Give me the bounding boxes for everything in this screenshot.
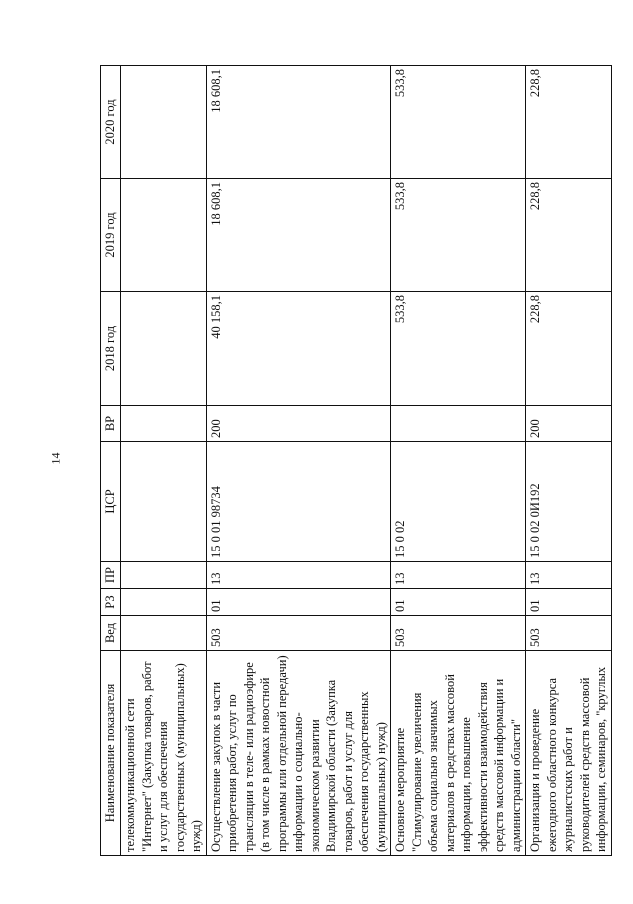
cell-pr: 13 (206, 562, 391, 589)
cell-csr (121, 442, 207, 562)
header-ved: Вед (101, 616, 121, 651)
cell-pr (121, 562, 207, 589)
cell-name: телекоммуникационной сети "Интернет" (Закупка товаров, работ и услуг для обеспечения государственных (муниципальных) нужд) (121, 651, 207, 856)
table-row (526, 66, 612, 856)
cell-rz (121, 589, 207, 616)
cell-rz: 01 (206, 589, 391, 616)
table-header-row (101, 66, 121, 856)
cell-vr (391, 406, 526, 442)
cell-2020: 228,8 (526, 66, 612, 179)
cell-pr: 13 (391, 562, 526, 589)
cell-2020 (121, 66, 207, 179)
table-row (206, 66, 391, 856)
cell-2018: 228,8 (526, 292, 612, 406)
cell-2020: 18 608,1 (206, 66, 391, 179)
header-2018: 2018 год (101, 292, 121, 406)
cell-ved: 503 (391, 616, 526, 651)
header-2019: 2019 год (101, 179, 121, 292)
cell-name: Основное мероприятие "Стимулирование увеличения объема социально значимых материалов в средствах массовой информации, повышение эффективности взаимодействия средств массовой информации и администрации области" (391, 651, 526, 856)
cell-2019 (121, 179, 207, 292)
cell-2019: 18 608,1 (206, 179, 391, 292)
cell-csr: 15 0 02 0И192 (526, 442, 612, 562)
budget-table (100, 65, 612, 856)
header-rz: РЗ (101, 589, 121, 616)
cell-2018: 533,8 (391, 292, 526, 406)
header-2020: 2020 год (101, 66, 121, 179)
cell-2018 (121, 292, 207, 406)
cell-2018: 40 158,1 (206, 292, 391, 406)
cell-ved (121, 616, 207, 651)
cell-ved: 503 (526, 616, 612, 651)
page-number: 14 (48, 452, 63, 465)
budget-table-container (100, 66, 614, 856)
cell-ved: 503 (206, 616, 391, 651)
cell-name: Осуществление закупок в части приобретения работ, услуг по трансляции в теле- или радиоэфире (в том числе в рамках новостной программы или отдельной передачи) информации о социально-экономическом развитии Владимирской области (Закупка товаров, работ и услуг для обеспечения государственных (муниципальных) нужд) (206, 651, 391, 856)
cell-2019: 228,8 (526, 179, 612, 292)
table-row (121, 66, 207, 856)
cell-vr: 200 (206, 406, 391, 442)
cell-rz: 01 (391, 589, 526, 616)
cell-2019: 533,8 (391, 179, 526, 292)
header-vr: ВР (101, 406, 121, 442)
cell-vr (121, 406, 207, 442)
header-csr: ЦСР (101, 442, 121, 562)
cell-2020: 533,8 (391, 66, 526, 179)
cell-rz: 01 (526, 589, 612, 616)
cell-vr: 200 (526, 406, 612, 442)
table-row (391, 66, 526, 856)
cell-name: Организация и проведение ежегодного областного конкурса журналистских работ и руководителей средств массовой информации, семинаров, "круглых (526, 651, 612, 856)
header-name: Наименование показателя (101, 651, 121, 856)
header-pr: ПР (101, 562, 121, 589)
cell-pr: 13 (526, 562, 612, 589)
cell-csr: 15 0 02 (391, 442, 526, 562)
cell-csr: 15 0 01 98734 (206, 442, 391, 562)
